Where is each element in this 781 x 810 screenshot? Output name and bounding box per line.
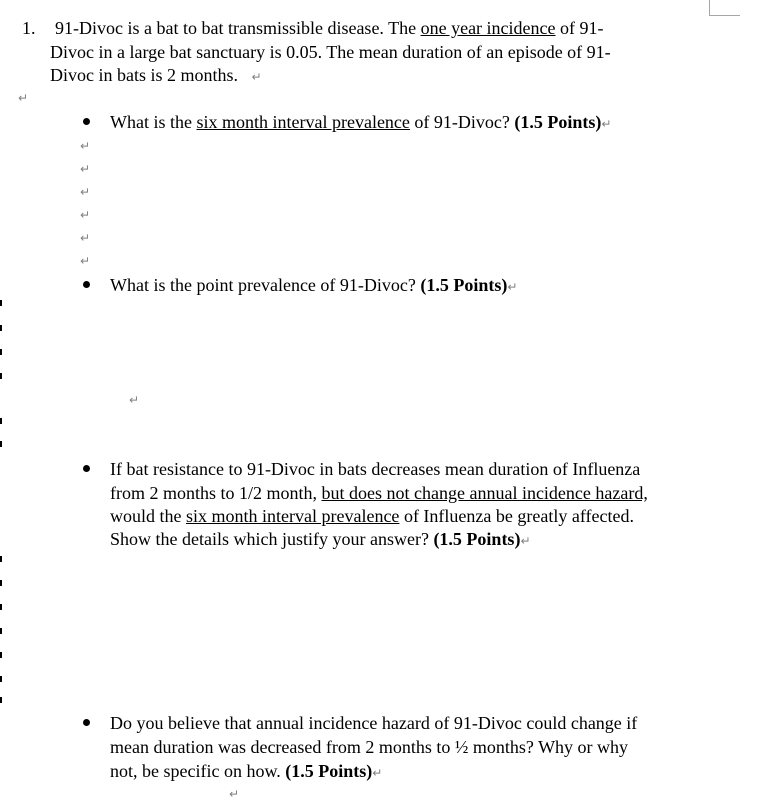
bullet-4-line-2: mean duration was decreased from 2 months to ½ months? Why or why xyxy=(110,737,629,757)
margin-tick xyxy=(0,628,2,634)
margin-tick xyxy=(0,418,2,424)
margin-tick xyxy=(0,349,2,355)
margin-tick xyxy=(0,300,2,306)
bullet-icon xyxy=(83,719,90,726)
paragraph-mark-icon: ↵ xyxy=(80,231,91,245)
paragraph-mark-icon: ↵ xyxy=(18,91,29,105)
paragraph-mark-icon: ↵ xyxy=(507,280,518,294)
question-intro-line-2: Divoc in a large bat sanctuary is 0.05. The mean duration of an episode of 91- xyxy=(50,42,611,62)
paragraph-mark-icon: ↵ xyxy=(80,162,91,176)
paragraph-mark-icon: ↵ xyxy=(80,254,91,268)
bullet-icon xyxy=(83,465,90,472)
margin-tick xyxy=(0,580,2,586)
question-intro-line-1: 91-Divoc is a bat to bat transmissible disease. The one year incidence of 91- xyxy=(55,18,604,38)
margin-tick xyxy=(0,556,2,562)
margin-tick xyxy=(0,676,2,682)
bullet-4-line-1: Do you believe that annual incidence hazard of 91-Divoc could change if xyxy=(110,713,638,733)
paragraph-mark-icon: ↵ xyxy=(229,787,240,801)
bullet-icon xyxy=(83,118,90,125)
margin-tick xyxy=(0,604,2,610)
bullet-2-text: What is the point prevalence of 91-Divoc? (1.5 Points)↵ xyxy=(110,275,518,295)
bullet-3-line-2: from 2 months to 1/2 month, but does not change annual incidence hazard, xyxy=(110,483,648,503)
paragraph-mark-icon: ↵ xyxy=(251,70,262,84)
bullet-icon xyxy=(83,281,90,288)
paragraph-mark-icon: ↵ xyxy=(80,208,91,222)
question-number: 1. xyxy=(22,18,36,38)
question-intro-line-3: Divoc in bats is 2 months. ↵ xyxy=(50,65,262,85)
paragraph-mark-icon: ↵ xyxy=(80,139,91,153)
margin-tick xyxy=(0,652,2,658)
bullet-3-line-1: If bat resistance to 91-Divoc in bats decreases mean duration of Influenza xyxy=(110,459,641,479)
paragraph-mark-icon: ↵ xyxy=(520,534,531,548)
bullet-3-line-3: would the six month interval prevalence of Influenza be greatly affected. xyxy=(110,506,634,526)
bullet-4-line-3: not, be specific on how. (1.5 Points)↵ xyxy=(110,761,383,781)
margin-tick xyxy=(0,697,2,703)
paragraph-mark-icon: ↵ xyxy=(601,117,612,131)
margin-tick xyxy=(0,441,2,447)
bullet-1-text: What is the six month interval prevalence of 91-Divoc? (1.5 Points)↵ xyxy=(110,112,612,132)
margin-tick xyxy=(0,325,2,331)
paragraph-mark-icon: ↵ xyxy=(372,766,383,780)
paragraph-mark-icon: ↵ xyxy=(80,185,91,199)
margin-tick xyxy=(0,373,2,379)
paragraph-mark-icon: ↵ xyxy=(129,393,140,407)
page-corner-marker xyxy=(709,0,740,16)
bullet-3-line-4: Show the details which justify your answer? (1.5 Points)↵ xyxy=(110,529,531,549)
